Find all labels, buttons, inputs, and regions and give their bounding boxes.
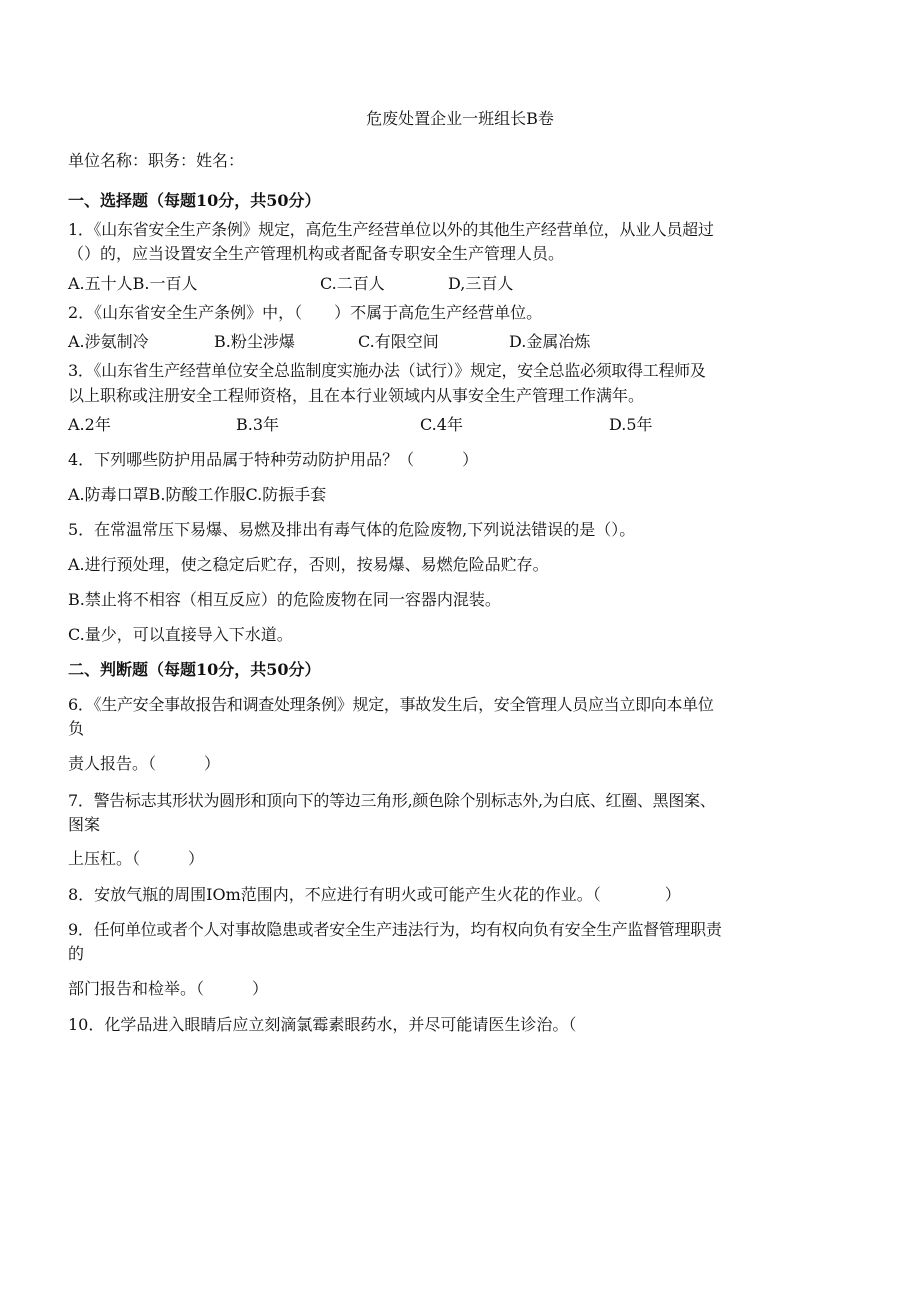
question-1-text-cont: （）的，应当设置安全生产管理机构或者配备专职安全生产管理人员。 (68, 244, 565, 263)
question-6-answer-line: 责人报告。（ ） (68, 754, 221, 773)
question-5-text: 5．在常温常压下易爆、易燃及排出有毒气体的危险废物,下列说法错误的是（）。 (68, 520, 636, 539)
question-4-options: A.防毒口罩B.防酸工作服C.防振手套 (68, 485, 327, 504)
section-heading-choice: 一、选择题（每题10分，共50分） (68, 191, 321, 210)
section-heading-judge: 二、判断题（每题10分，共50分） (68, 660, 321, 679)
question-2-option-c: C.有限空间 (358, 332, 439, 351)
question-2-option-a: A.涉氨制冷 (68, 332, 149, 351)
question-4-text: 4．下列哪些防护用品属于特种劳动防护用品？（ ） (68, 450, 479, 469)
question-7-text-cont: 图案 (68, 815, 101, 834)
question-10-text: 10．化学品进入眼睛后应立刻滴氯霉素眼药水，并尽可能请医生诊治。（ (68, 1015, 577, 1034)
question-3-option-b: B.3年 (236, 415, 280, 434)
question-3-option-c: C.4年 (420, 415, 463, 434)
info-line: 单位名称：职务：姓名： (68, 151, 245, 170)
question-3-option-d: D.5年 (609, 415, 653, 434)
question-7-answer-line: 上压杠。（ ） (68, 849, 205, 868)
question-1-option-c: C.二百人 (320, 274, 385, 293)
question-6-text: 6．《生产安全事故报告和调查处理条例》规定，事故发生后，安全管理人员应当立即向本单位 (68, 695, 714, 714)
question-1-option-ab: A.五十人B.一百人 (68, 274, 198, 293)
question-3-option-a: A.2年 (68, 415, 111, 434)
question-9-answer-line: 部门报告和检举。（ ） (68, 979, 269, 998)
question-7-text: 7．警告标志其形状为圆形和顶向下的等边三角形,颜色除个别标志外,为白底、红圈、黑图案、 (68, 791, 716, 810)
question-5-option-a: A.进行预处理，使之稳定后贮存，否则，按易爆、易燃危险品贮存。 (68, 555, 549, 574)
question-9-text-cont: 的 (68, 944, 85, 963)
question-2-option-b: B.粉尘涉爆 (214, 332, 295, 351)
question-3-text: 3．《山东省生产经营单位安全总监制度实施办法（试行）》规定，安全总监必须取得工程师及 (68, 361, 706, 380)
question-3-text-cont: 以上职称或注册安全工程师资格，且在本行业领域内从事安全生产管理工作满年。 (68, 386, 645, 405)
page-title: 危废处置企业一班组长B卷 (366, 109, 554, 128)
question-1-text: 1．《山东省安全生产条例》规定，高危生产经营单位以外的其他生产经营单位，从业人员超过 (68, 220, 714, 239)
question-6-text-cont: 负 (68, 719, 85, 738)
question-5-option-c: C.量少，可以直接导入下水道。 (68, 625, 293, 644)
question-2-option-d: D.金属冶炼 (509, 332, 591, 351)
question-1-option-d: D,三百人 (448, 274, 514, 293)
question-5-option-b: B.禁止将不相容（相互反应）的危险废物在同一容器内混装。 (68, 590, 501, 609)
question-2-text: 2．《山东省安全生产条例》中，（ ）不属于高危生产经营单位。 (68, 303, 543, 322)
question-8-text: 8．安放气瓶的周围IOm范围内，不应进行有明火或可能产生火花的作业。（ ） (68, 885, 681, 904)
question-9-text: 9．任何单位或者个人对事故隐患或者安全生产违法行为，均有权向负有安全生产监督管理职责 (68, 920, 722, 939)
